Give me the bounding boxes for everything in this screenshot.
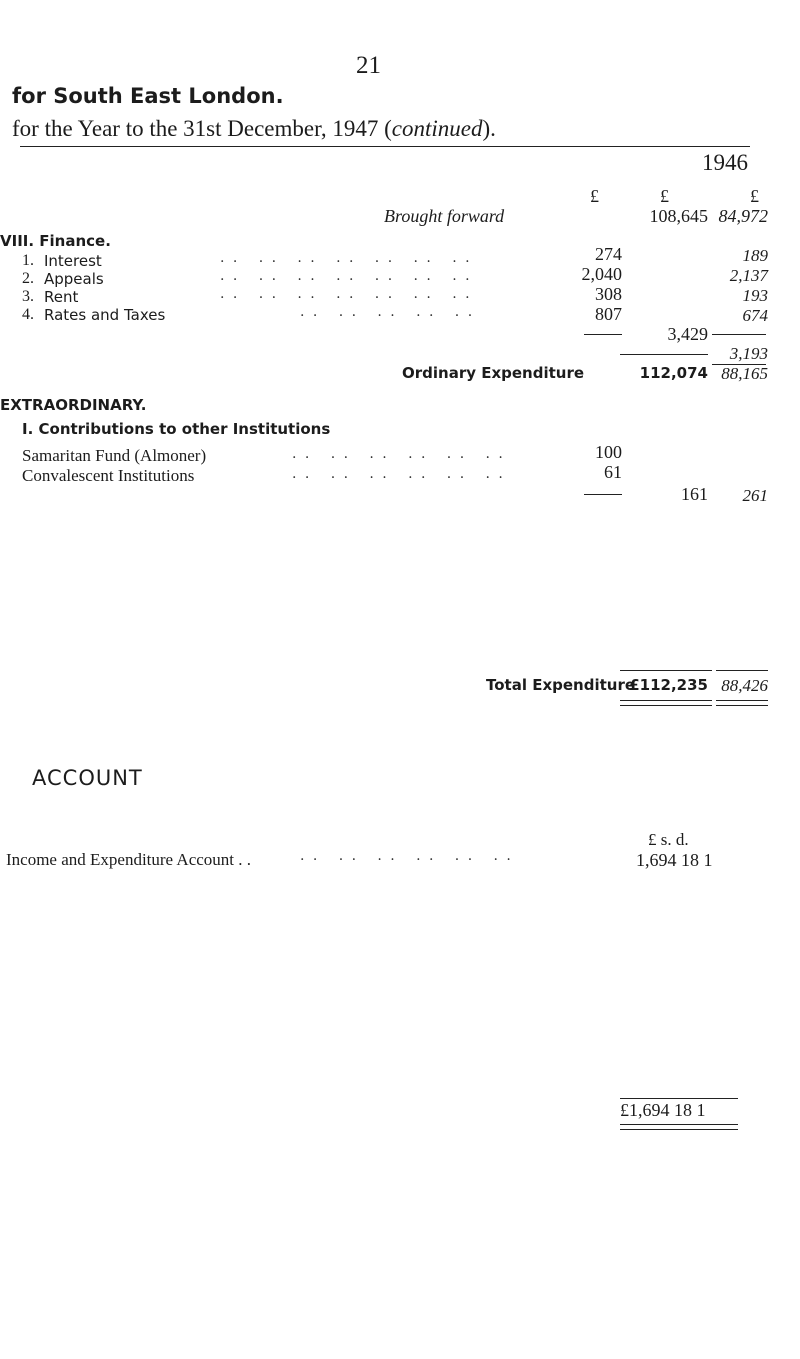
account-total-double-rule xyxy=(620,1124,738,1130)
finance-subtotal: 3,429 xyxy=(667,324,708,344)
col3-unit: £ xyxy=(750,186,759,206)
finance-item-label: Interest xyxy=(44,252,102,270)
finance-item-label: Appeals xyxy=(44,270,104,288)
brought-forward-label: Brought forward xyxy=(384,206,505,226)
extra-item-amount: 100 xyxy=(595,442,622,462)
finance-amount-rule xyxy=(584,334,622,335)
header-rule xyxy=(20,146,750,147)
ordinary-expenditure-prev: 88,165 xyxy=(721,364,768,383)
year-1946: 1946 xyxy=(702,150,748,175)
leader-dots: . . . . . . . . . . xyxy=(300,304,475,320)
account-final-total: £1,694 18 1 xyxy=(620,1100,706,1120)
total-prev-top-rule xyxy=(716,670,768,671)
header-title: for South East London. xyxy=(12,84,284,108)
leader-dots: . . . . . . . . . . . . xyxy=(292,466,505,482)
finance-item-label: Rates and Taxes xyxy=(44,306,166,324)
finance-item-prev: 193 xyxy=(742,286,768,305)
finance-item-num: 1. xyxy=(22,252,34,269)
finance-item-num: 2. xyxy=(22,270,34,287)
ordinary-expenditure-label: Ordinary Expenditure xyxy=(402,364,585,382)
brought-forward-total: 108,645 xyxy=(649,206,708,226)
total-expenditure-label: Total Expenditure xyxy=(486,676,636,694)
finance-item-amount: 807 xyxy=(595,304,622,324)
extra-item-amount: 61 xyxy=(604,462,622,482)
finance-item-num: 4. xyxy=(22,306,34,323)
extraordinary-heading: EXTRAORDINARY. xyxy=(0,396,147,414)
account-heading: ACCOUNT xyxy=(32,766,143,790)
ordinary-expenditure-total: 112,074 xyxy=(639,364,708,382)
total-expenditure-total: £112,235 xyxy=(629,676,708,694)
total-prev-double-rule xyxy=(716,700,768,706)
extra-subtotal-prev: 261 xyxy=(742,486,768,505)
leader-dots: . . . . . . . . . . . . xyxy=(300,848,513,864)
extra-item-label: Samaritan Fund (Almoner) xyxy=(22,446,207,465)
account-row-label: Income and Expenditure Account . . xyxy=(6,850,252,869)
extra-amount-rule xyxy=(584,494,622,495)
account-units: £ s. d. xyxy=(648,830,689,849)
account-row-value: 1,694 18 1 xyxy=(636,850,713,870)
finance-prev-rule xyxy=(712,334,766,335)
brought-forward-prev: 84,972 xyxy=(718,206,768,226)
extra-subtotal: 161 xyxy=(681,484,708,504)
finance-item-num: 3. xyxy=(22,288,34,305)
leader-dots: . . . . . . . . . . . . . . xyxy=(220,250,472,266)
finance-item-prev: 674 xyxy=(742,306,768,325)
account-total-top-rule xyxy=(620,1098,738,1099)
finance-heading: VIII. Finance. xyxy=(0,232,111,250)
finance-item-amount: 2,040 xyxy=(581,264,622,284)
total-top-rule xyxy=(620,670,712,671)
total-expenditure-prev: 88,426 xyxy=(721,676,768,695)
col1-unit: £ xyxy=(590,186,599,206)
finance-item-prev: 2,137 xyxy=(729,266,768,285)
finance-item-label: Rent xyxy=(44,288,79,306)
finance-subtotal-rule xyxy=(620,354,708,355)
total-double-rule xyxy=(620,700,712,706)
leader-dots: . . . . . . . . . . . . xyxy=(292,446,505,462)
extra-item-label: Convalescent Institutions xyxy=(22,466,195,485)
finance-item-amount: 308 xyxy=(595,284,622,304)
finance-item-prev: 189 xyxy=(742,246,768,265)
page-number: 21 xyxy=(356,52,381,79)
col2-unit: £ xyxy=(660,186,669,206)
finance-item-amount: 274 xyxy=(595,244,622,264)
contributions-subheading: I. Contributions to other Institutions xyxy=(22,420,331,438)
leader-dots: . . . . . . . . . . . . . . xyxy=(220,286,472,302)
leader-dots: . . . . . . . . . . . . . . xyxy=(220,268,472,284)
finance-subtotal-prev: 3,193 xyxy=(729,344,768,363)
header-subtitle: for the Year to the 31st December, 1947 (continued). xyxy=(12,116,496,141)
